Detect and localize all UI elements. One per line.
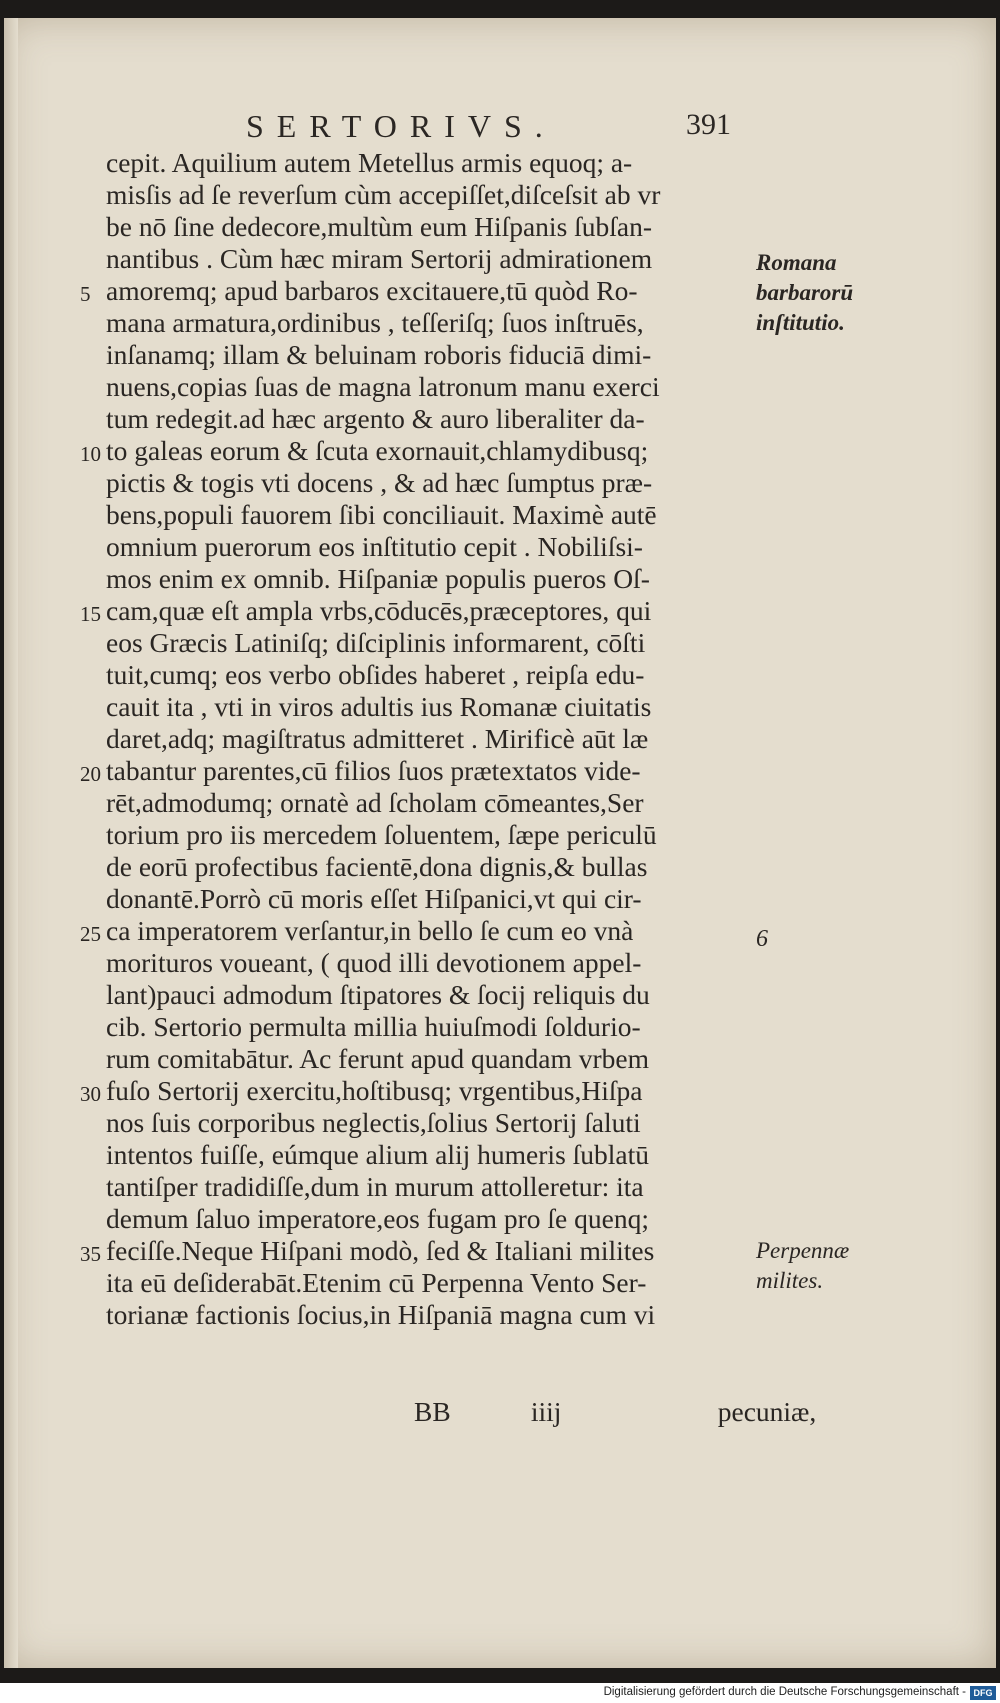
text-line: cam,quæ eſt ampla vrbs,cōducēs,præceptores, qui bbox=[106, 595, 652, 626]
text-line: misſis ad ſe reverſum cùm accepiſſet,diſceſsit ab vr bbox=[106, 179, 661, 210]
text-line: intentos fuiſſe, eúmque alium alij humeris ſublatū bbox=[106, 1139, 650, 1170]
text-line: cauit ita , vti in viros adultis ius Romanæ ciuitatis bbox=[106, 691, 652, 722]
text-line: morituros voueant, ( quod illi devotionem appel- bbox=[106, 947, 642, 978]
text-line: rēt,admodumq; ornatè ad ſcholam cōmeantes,Ser bbox=[106, 787, 644, 818]
text-line: inſanamq; illam & beluinam roboris fiduciā dimi- bbox=[106, 339, 652, 370]
margin-note-line: barbarorū bbox=[756, 280, 854, 305]
text-line: nuens,copias ſuas de magna latronum manu exerci bbox=[106, 371, 660, 402]
text-line: amoremq; apud barbaros excitauere,tū quòd Ro- bbox=[106, 275, 638, 306]
gathering-mark: iiij bbox=[530, 1396, 562, 1427]
text-line: tabantur parentes,cū filios ſuos prætextatos vide- bbox=[106, 755, 641, 786]
line-number: 30 bbox=[80, 1082, 101, 1106]
line-number: 10 bbox=[80, 442, 101, 466]
text-line: tuit,cumq; eos verbo obſides haberet , reipſa edu- bbox=[106, 659, 645, 690]
text-line: cepit. Aquilium autem Metellus armis equoq; a- bbox=[106, 147, 633, 178]
text-line: de eorū profectibus facientē,dona dignis,& bullas bbox=[106, 851, 648, 882]
text-line: donantē.Porrò cū moris eſſet Hiſpanici,vt qui cir- bbox=[106, 883, 642, 914]
page-number: 391 bbox=[686, 108, 731, 141]
text-line: lant)pauci admodum ſtipatores & ſocij reliquis du bbox=[106, 979, 650, 1010]
catchword: pecuniæ, bbox=[717, 1396, 817, 1427]
text-line: demum ſaluo imperatore,eos fugam pro ſe quenq; bbox=[106, 1203, 649, 1234]
text-line: tantiſper tradidiſſe,dum in murum attolleretur: ita bbox=[106, 1171, 644, 1202]
line-number: 25 bbox=[80, 922, 101, 946]
text-line: bens,populi fauorem ſibi conciliauit. Maximè autē bbox=[106, 499, 657, 530]
text-line: tum redegit.ad hæc argento & auro liberaliter da- bbox=[106, 403, 645, 434]
dfg-logo-icon: DFG bbox=[970, 1686, 996, 1700]
text-line: be nō ſine dedecore,multùm eum Hiſpanis ſubſan- bbox=[106, 211, 653, 242]
text-line: eos Græcis Latiniſq; diſciplinis informarent, cōſti bbox=[106, 627, 646, 658]
text-line: mos enim ex omnib. Hiſpaniæ populis pueros Oſ- bbox=[106, 563, 650, 594]
margin-note-line: inſtitutio. bbox=[756, 310, 845, 335]
text-line: to galeas eorum & ſcuta exornauit,chlamydibusq; bbox=[106, 435, 649, 466]
text-line: omnium puerorum eos inſtitutio cepit . Nobiliſsi- bbox=[106, 531, 643, 562]
text-line: mana armatura,ordinibus , teſſeriſq; ſuos inſtruēs, bbox=[106, 307, 644, 338]
text-line: nos ſuis corporibus neglectis,ſolius Sertorij ſaluti bbox=[106, 1107, 641, 1138]
text-line: nantibus . Cùm hæc miram Sertorij admirationem bbox=[106, 243, 653, 274]
book-page bbox=[4, 18, 996, 1668]
text-line: rum comitabātur. Ac ferunt apud quandam vrbem bbox=[106, 1043, 649, 1074]
text-line: cib. Sertorio permulta millia huiuſmodi ſoldurio- bbox=[106, 1011, 641, 1042]
running-head-title: SERTORIVS. bbox=[246, 108, 556, 144]
line-number: 20 bbox=[80, 762, 101, 786]
text-line: torianæ factionis ſocius,in Hiſpaniā magna cum vi bbox=[106, 1299, 656, 1330]
text-line: fuſo Sertorij exercitu,hoſtibusq; vrgentibus,Hiſpa bbox=[106, 1075, 643, 1106]
page-footer bbox=[114, 1396, 816, 1428]
text-line: feciſſe.Neque Hiſpani modò, ſed & Italiani milites bbox=[106, 1235, 655, 1266]
digitization-credit: Digitalisierung gefördert durch die Deutsche Forschungsgemeinschaft - bbox=[603, 1686, 966, 1698]
text-line: pictis & togis vti docens , & ad hæc ſumptus præ- bbox=[106, 467, 653, 498]
line-number: 35 bbox=[80, 1242, 101, 1266]
line-number: 15 bbox=[80, 602, 101, 626]
section-marker: 6 bbox=[756, 926, 768, 952]
line-number: 5 bbox=[80, 282, 91, 306]
text-line: torium pro iis mercedem ſoluentem, ſæpe periculū bbox=[106, 819, 657, 850]
text-line: daret,adq; magiſtratus admitteret . Mirificè aūt læ bbox=[106, 723, 649, 754]
margin-note-line: milites. bbox=[756, 1268, 824, 1293]
text-line: ca imperatorem verſantur,in bello ſe cum eo vnà bbox=[106, 915, 634, 946]
margin-note-line: Romana bbox=[756, 250, 837, 275]
text-line: ita eū deſiderabāt.Etenim cū Perpenna Vento Ser- bbox=[106, 1267, 647, 1298]
signature-mark: BB bbox=[414, 1396, 451, 1427]
page-spine-shadow bbox=[4, 18, 18, 1668]
margin-note-line: Perpennæ bbox=[756, 1238, 850, 1263]
